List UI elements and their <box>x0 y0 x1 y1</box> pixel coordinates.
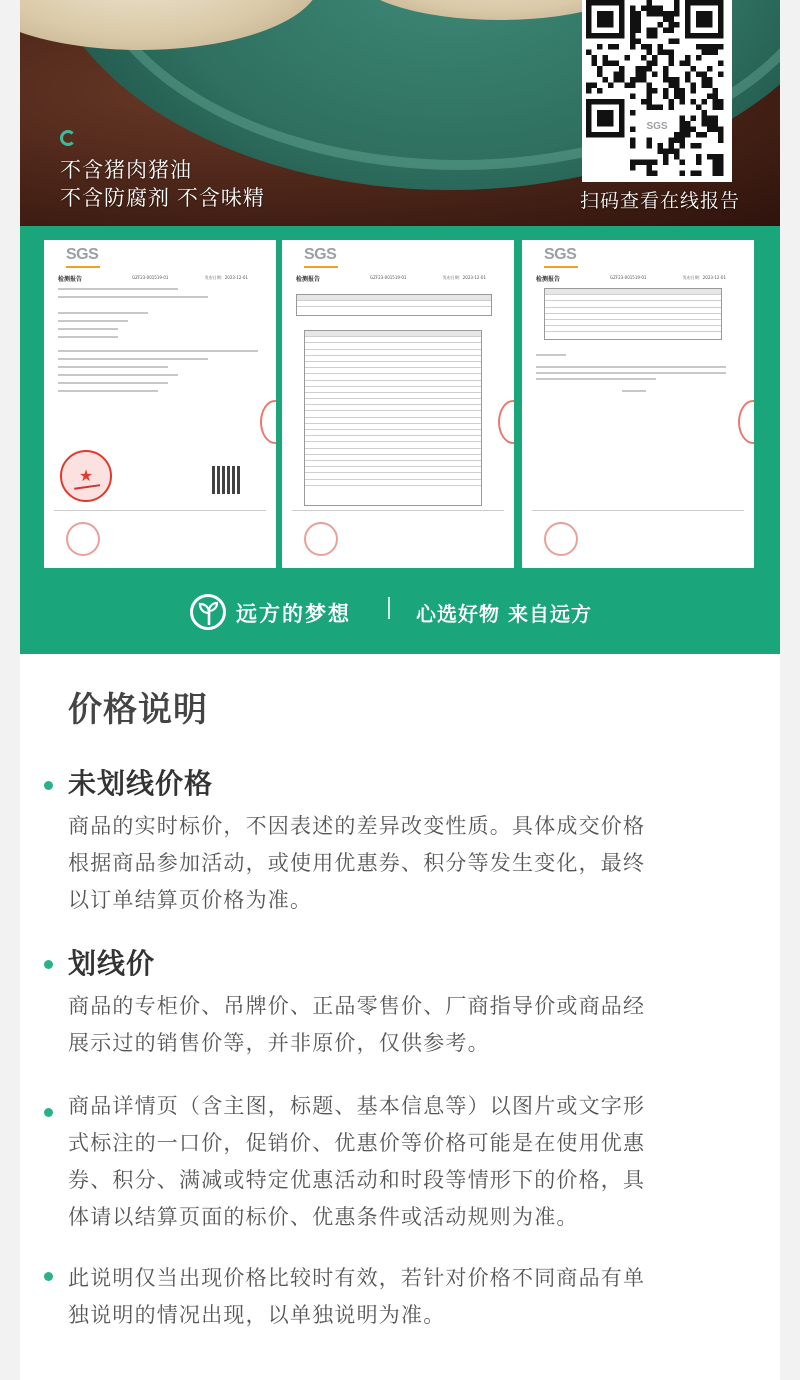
table-row <box>305 480 481 486</box>
sgs-logo: SGS <box>304 246 337 263</box>
star-stamp-icon: ★ <box>78 466 94 485</box>
report-date: 发布日期：2023-12-01 <box>204 275 248 280</box>
sgs-logo: SGS <box>66 246 99 263</box>
qr-code-icon <box>586 0 728 180</box>
sgs-logo: SGS <box>544 246 577 263</box>
bullet-icon <box>44 960 53 969</box>
note-comparison: 此说明仅当出现价格比较时有效，若针对价格不同商品有单 独说明的情况出现，以单独说明为准。 <box>68 1266 646 1327</box>
hero-claim-1: 不含猪肉猪油 <box>60 159 192 182</box>
table-row <box>545 326 721 332</box>
footer-stamp <box>304 522 338 556</box>
report-page-3[interactable] <box>522 240 754 568</box>
report-number: GZF23-001519-01 <box>132 275 169 280</box>
brand-slogan <box>20 584 780 640</box>
qr-caption: 扫码查看在线报告 <box>579 191 740 212</box>
slogan-divider <box>388 597 390 619</box>
section-title-struck-price: 划线价 <box>68 947 156 980</box>
bullet-icon <box>44 1272 53 1281</box>
hero-image <box>20 0 780 226</box>
report-date: 发布日期：2023-12-01 <box>442 275 486 280</box>
hero-claim-2: 不含防腐剂 不含味精 <box>60 187 265 210</box>
results-table <box>544 288 722 340</box>
report-date: 发布日期：2023-12-01 <box>682 275 726 280</box>
spinner-icon <box>60 130 76 146</box>
price-heading: 价格说明 <box>68 690 208 730</box>
price-explanation <box>20 654 780 1380</box>
qr-code-icon <box>212 466 240 494</box>
section-title-unstruck-price: 未划线价格 <box>68 767 214 800</box>
report-qr-code[interactable] <box>582 0 732 182</box>
footer-stamp <box>66 522 100 556</box>
note-list-price: 商品详情页（含主图，标题、基本信息等）以图片或文字形 式标注的一口价，促销价、优惠价等价格可能是在使用优惠 券、积分、满减或特定优惠活动和时段等情形下的价格，具 体请以结算页面的标价、优惠条件或活动规则为准。 <box>68 1094 646 1229</box>
brand-tagline: 心选好物 来自远方 <box>416 602 592 626</box>
section-body-unstruck-price: 商品的实时标价，不因表述的差异改变性质。具体成交价格 根据商品参加活动，或使用优惠券、积分等发生变化，最终 以订单结算页价格为准。 <box>68 814 646 912</box>
report-title: 检测报告 <box>536 276 561 283</box>
results-table <box>304 330 482 506</box>
report-page-2[interactable] <box>282 240 514 568</box>
inspection-stamp <box>60 450 112 502</box>
qr-logo: SGS <box>646 121 668 132</box>
product-detail-frame <box>20 0 780 1380</box>
report-title: 检测报告 <box>58 276 83 283</box>
bullet-icon <box>44 781 53 790</box>
report-page-1[interactable] <box>44 240 276 568</box>
results-table-header <box>296 294 492 316</box>
sprout-logo-icon <box>190 594 226 630</box>
test-reports-section <box>20 226 780 654</box>
report-title: 检测报告 <box>296 276 321 283</box>
section-body-struck-price: 商品的专柜价、吊牌价、正品零售价、厂商指导价或商品经 展示过的销售价等，并非原价，仅供参考。 <box>68 994 646 1055</box>
bullet-icon <box>44 1108 53 1117</box>
report-number: GZF23-001519-01 <box>370 275 407 280</box>
brand-name: 远方的梦想 <box>236 602 351 626</box>
footer-stamp <box>544 522 578 556</box>
report-number: GZF23-001519-01 <box>610 275 647 280</box>
